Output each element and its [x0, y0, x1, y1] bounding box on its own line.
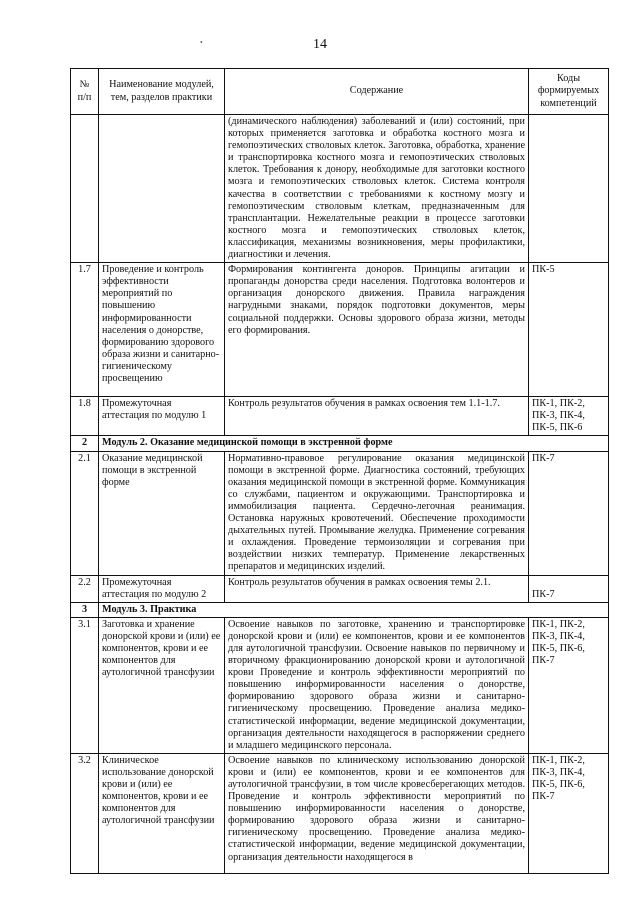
module-title: Модуль 3. Практика	[99, 602, 609, 617]
row-name: Проведение и контроль эффективности мероприятий по повышению информированности населения о донорстве, формированию здорового образа жизни и санитарно-гигиеническому просвещению	[99, 263, 225, 397]
module-row	[71, 602, 609, 617]
row-content: Освоение навыков по клиническому использованию донорской крови и (или) ее компонентов, крови и ее компонентов для аутологичной трансфузии, в том числе кровесберегающих методов. Проведение и контроль эффективности мероприятий по повышению информированности населения о донорстве, формированию здорового образа жизни и санитарно-гигиеническому просвещению. Проведение анализа медико-статистической информации, ведение медицинской документации, организация деятельности находящегося в	[225, 753, 529, 873]
row-content: Освоение навыков по заготовке, хранению и транспортировке донорской крови и (или) ее компонентов, крови и ее компонентов для аутологичной трансфузии. Освоение навыков по первичному и вторичному фракционированию донорской крови и аутологичной крови Проведение и контроль эффективности мероприятий по повышению информированности населения о донорстве, формированию здорового образа жизни и санитарно-гигиеническому просвещению. Проведение анализа медико-статистической информации, ведение медицинской документации, организация деятельности находящегося в распоряжении среднего и младшего медицинского персонала.	[225, 617, 529, 753]
row-codes: ПК-5	[529, 263, 609, 397]
page-number: 14	[313, 37, 327, 52]
row-codes: ПК-7	[529, 575, 609, 602]
scan-speck: •	[200, 38, 203, 47]
row-codes: ПК-1, ПК-2, ПК-3, ПК-4, ПК-5, ПК-6	[529, 397, 609, 436]
module-num: 2	[71, 436, 99, 451]
row-name: Промежуточная аттестация по модулю 1	[99, 397, 225, 436]
row-content: Контроль результатов обучения в рамках освоения темы 2.1.	[225, 575, 529, 602]
header-num: № п/п	[71, 69, 99, 115]
row-num	[71, 115, 99, 263]
table-row	[71, 397, 609, 436]
row-codes: ПК-7	[529, 451, 609, 575]
row-name: Промежуточная аттестация по модулю 2	[99, 575, 225, 602]
module-title: Модуль 2. Оказание медицинской помощи в экстренной форме	[99, 436, 609, 451]
table-header-row	[71, 69, 609, 115]
row-name: Клиническое использование донорской крови и (или) ее компонентов, крови и ее компонентов для аутологичной трансфузии	[99, 753, 225, 873]
curriculum-table	[70, 68, 609, 874]
table-row	[71, 575, 609, 602]
row-content: Нормативно-правовое регулирование оказания медицинской помощи в экстренной форме. Диагностика состояний, требующих оказания медицинской помощи в экстренной форме. Коммуникация со службами, пациентом и окружающими. Транспортировка и иммобилизация пациента. Сердечно-легочная реанимация. Остановка наружных кровотечений. Обеспечение проходимости дыхательных путей. Промывание желудка. Применение согревания и охлаждения. Проведение термоизоляции и согревания при воздействии низких температур. Применение лекарственных препаратов и медицинских изделий.	[225, 451, 529, 575]
table-row	[71, 451, 609, 575]
row-content: (динамического наблюдения) заболеваний и (или) состояний, при которых применяется заготовка и обработка костного мозга и гемопоэтических стволовых клеток. Заготовка, обработка, хранение и транспортировка костного мозга и гемопоэтических стволовых клеток. Требования к донору, необходимые для заготовки костного мозга и гемопоэтических стволовых клеток. Система контроля качества в соответствии с требованиями к костному мозгу и гемопоэтическим стволовым клеткам, предназначенным для трансплантации. Нежелательные реакции в процессе заготовки костного мозга и гемопоэтических стволовых клеток, классификация, механизмы возникновения, меры профилактики, диагностики и лечения.	[225, 115, 529, 263]
row-num: 3.2	[71, 753, 99, 873]
module-num: 3	[71, 602, 99, 617]
module-row	[71, 436, 609, 451]
row-content: Формирования контингента доноров. Принципы агитации и пропаганды донорства среди населения. Подготовка волонтеров и организация донорского движения. Правила награждения нагрудными знаками, порядок подготовки документов, меры социальной поддержки. Основы здорового образа жизни, методы его формирования.	[225, 263, 529, 397]
row-num: 2.2	[71, 575, 99, 602]
row-num: 2.1	[71, 451, 99, 575]
row-name	[99, 115, 225, 263]
row-codes: ПК-1, ПК-2, ПК-3, ПК-4, ПК-5, ПК-6, ПК-7	[529, 617, 609, 753]
row-codes: ПК-1, ПК-2, ПК-3, ПК-4, ПК-5, ПК-6, ПК-7	[529, 753, 609, 873]
header-codes: Коды формируемых компетенций	[529, 69, 609, 115]
table-row	[71, 753, 609, 873]
row-name: Заготовка и хранение донорской крови и (или) ее компонентов, крови и ее компонентов для аутологичной трансфузии	[99, 617, 225, 753]
row-codes	[529, 115, 609, 263]
row-num: 1.8	[71, 397, 99, 436]
row-num: 1.7	[71, 263, 99, 397]
row-name: Оказание медицинской помощи в экстренной форме	[99, 451, 225, 575]
row-content: Контроль результатов обучения в рамках освоения тем 1.1-1.7.	[225, 397, 529, 436]
table-row	[71, 617, 609, 753]
header-name: Наименование модулей, тем, разделов практики	[99, 69, 225, 115]
header-content: Содержание	[225, 69, 529, 115]
table-row	[71, 263, 609, 397]
table-row	[71, 115, 609, 263]
row-num: 3.1	[71, 617, 99, 753]
